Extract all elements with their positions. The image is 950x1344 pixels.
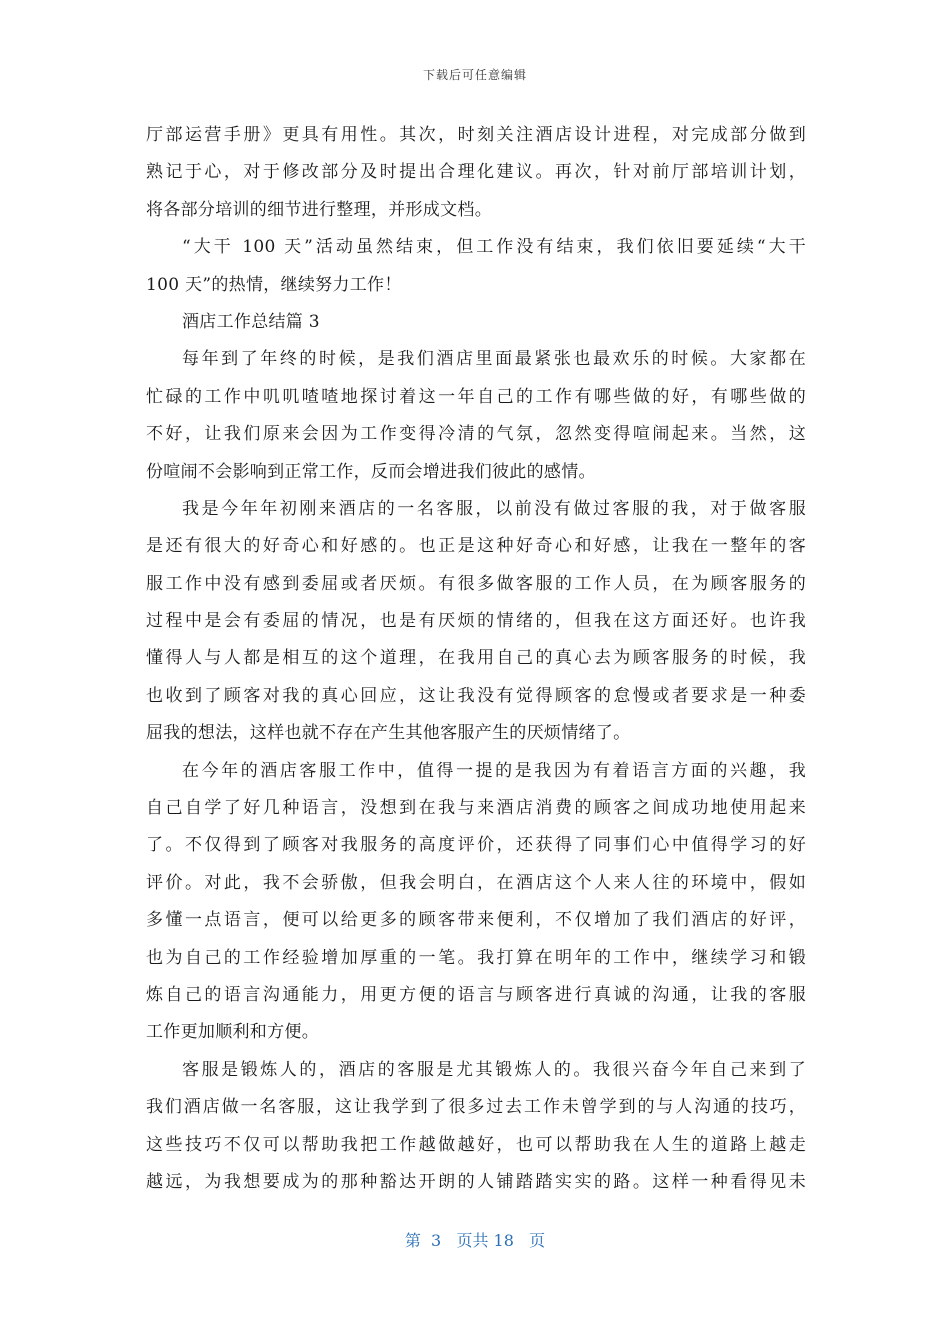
- text-line: 越远，为我想要成为的那种豁达开朗的人铺踏踏实实的路。这样一种看得见未: [146, 1171, 806, 1192]
- text-line: 100 天”的热情，继续努力工作！: [146, 274, 402, 295]
- text-line: 屈我的想法，这样也就不存在产生其他客服产生的厌烦情绪了。: [146, 723, 631, 744]
- text-line: “大干 100 天”活动虽然结束，但工作没有结束，我们依旧要延续“大干: [182, 237, 806, 258]
- text-line: 懂得人与人都是相互的这个道理，在我用自己的真心去为顾客服务的时候，我: [146, 648, 806, 669]
- document-body: [146, 117, 806, 1201]
- text-line: 不好，让我们原来会因为工作变得冷清的气氛，忽然变得喧闹起来。当然，这: [146, 424, 806, 445]
- text-line: 我是今年年初刚来酒店的一名客服，以前没有做过客服的我，对于做客服: [182, 498, 806, 519]
- text-line: 多懂一点语言，便可以给更多的顾客带来便利，不仅增加了我们酒店的好评，: [146, 910, 806, 931]
- text-line: 了。不仅得到了顾客对我服务的高度评价，还获得了同事们心中值得学习的好: [146, 835, 806, 856]
- text-line: 服工作中没有感到委屈或者厌烦。有很多做客服的工作人员，在为顾客服务的: [146, 573, 806, 594]
- text-line: 工作更加顺利和方便。: [146, 1022, 319, 1043]
- text-line: 也收到了顾客对我的真心回应，这让我没有觉得顾客的怠慢或者要求是一种委: [146, 685, 806, 706]
- text-line: 是还有很大的好奇心和好感的。也正是这种好奇心和好感，让我在一整年的客: [146, 536, 806, 557]
- text-line: 这些技巧不仅可以帮助我把工作越做越好，也可以帮助我在人生的道路上越走: [146, 1134, 806, 1155]
- text-line: 评价。对此，我不会骄傲，但我会明白，在酒店这个人来人往的环境中，假如: [146, 872, 806, 893]
- page-number-footer: 第 3 页共 18 页: [404, 1231, 546, 1250]
- text-line: 将各部分培训的细节进行整理，并形成文档。: [146, 199, 492, 220]
- text-line: 在今年的酒店客服工作中，值得一提的是我因为有着语言方面的兴趣，我: [182, 760, 806, 781]
- text-line: 熟记于心，对于修改部分及时提出合理化建议。再次，针对前厅部培训计划，: [146, 162, 806, 183]
- text-line: 忙碌的工作中叽叽喳喳地探讨着这一年自己的工作有哪些做的好，有哪些做的: [146, 386, 806, 407]
- page-header: 下载后可任意编辑: [422, 68, 527, 82]
- text-line: 厅部运营手册》更具有用性。其次，时刻关注酒店设计进程，对完成部分做到: [146, 125, 806, 145]
- text-line: 炼自己的语言沟通能力，用更方便的语言与顾客进行真诚的沟通，让我的客服: [146, 984, 806, 1005]
- text-line: 客服是锻炼人的，酒店的客服是尤其锻炼人的。我很兴奋今年自己来到了: [182, 1059, 806, 1080]
- text-line: 我们酒店做一名客服，这让我学到了很多过去工作未曾学到的与人沟通的技巧，: [146, 1097, 806, 1118]
- text-line: 酒店工作总结篇 3: [182, 311, 320, 332]
- text-line: 每年到了年终的时候，是我们酒店里面最紧张也最欢乐的时候。大家都在: [182, 349, 806, 370]
- text-line: 份喧闹不会影响到正常工作，反而会增进我们彼此的感情。: [146, 461, 596, 482]
- text-line: 过程中是会有委屈的情况，也是有厌烦的情绪的，但我在这方面还好。也许我: [146, 611, 806, 632]
- text-line: 也为自己的工作经验增加厚重的一笔。我打算在明年的工作中，继续学习和锻: [146, 947, 806, 968]
- text-line: 自己自学了好几种语言，没想到在我与来酒店消费的顾客之间成功地使用起来: [146, 798, 806, 819]
